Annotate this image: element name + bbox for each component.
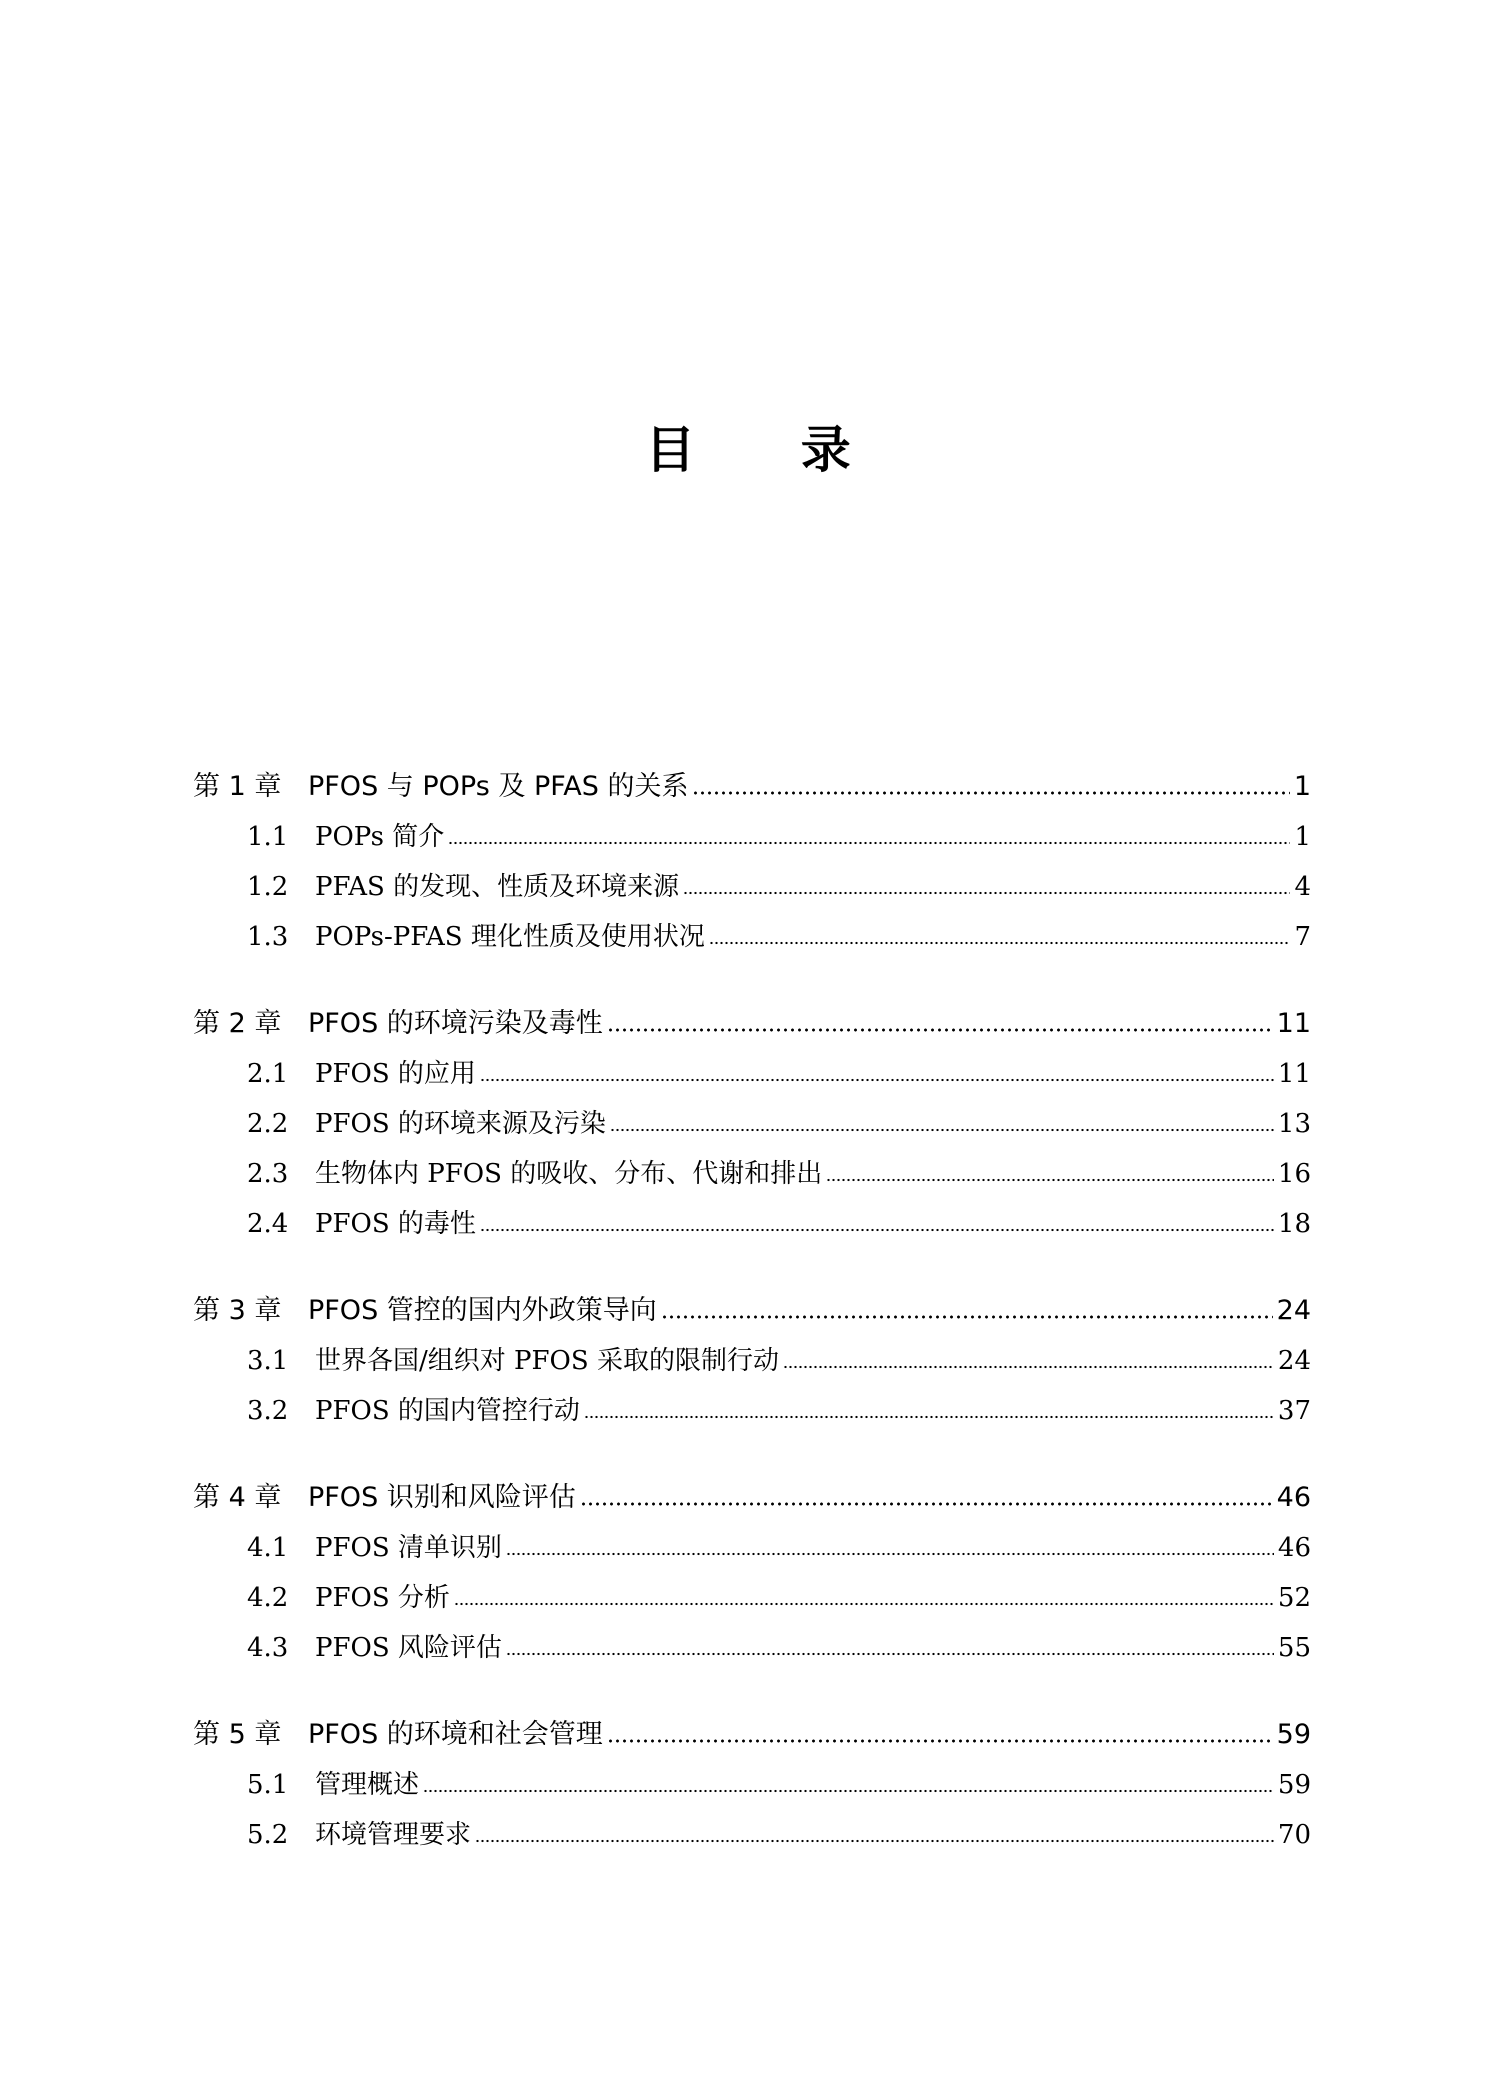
dot-leader: [692, 788, 1289, 796]
section-title: PFAS 的发现、性质及环境来源: [315, 872, 680, 902]
page-number: 37: [1277, 1396, 1311, 1426]
page-number: 70: [1277, 1820, 1311, 1850]
dot-leader: [826, 1175, 1274, 1183]
section-number: 1.2: [247, 872, 289, 902]
toc-section-entry[interactable]: [193, 1149, 1311, 1199]
section-number: 2.1: [247, 1059, 289, 1089]
chapter-number: 第 4 章: [193, 1482, 282, 1513]
toc-chapter-entry[interactable]: [193, 1286, 1311, 1336]
page-number: 4: [1294, 872, 1311, 902]
toc-section-entry[interactable]: [193, 1199, 1311, 1249]
toc-section-entry[interactable]: [193, 862, 1311, 912]
chapter-title: PFOS 的环境污染及毒性: [308, 1008, 603, 1039]
dot-leader: [480, 1225, 1274, 1233]
section-title: PFOS 风险评估: [315, 1633, 502, 1663]
section-title: 管理概述: [315, 1770, 420, 1800]
chapter-title: PFOS 管控的国内外政策导向: [308, 1295, 657, 1326]
dot-leader: [454, 1599, 1274, 1607]
chapter-number: 第 3 章: [193, 1295, 282, 1326]
toc-chapter-entry[interactable]: [193, 999, 1311, 1049]
toc-section-entry[interactable]: [193, 912, 1311, 962]
page-number: 24: [1276, 1295, 1311, 1326]
dot-leader: [607, 1025, 1273, 1033]
chapter-title: PFOS 与 POPs 及 PFAS 的关系: [308, 771, 689, 802]
toc-section-entry[interactable]: [193, 1760, 1311, 1810]
dot-leader: [448, 838, 1290, 846]
section-number: 2.2: [247, 1109, 289, 1139]
section-number: 4.1: [247, 1533, 289, 1563]
dot-leader: [506, 1549, 1274, 1557]
section-title: 世界各国/组织对 PFOS 采取的限制行动: [315, 1346, 779, 1376]
section-number: 3.1: [247, 1346, 289, 1376]
chapter-number: 第 2 章: [193, 1008, 282, 1039]
toc-chapter-entry[interactable]: [193, 762, 1311, 812]
toc-chapter-5: [193, 1710, 1311, 1860]
page-number: 1: [1294, 822, 1311, 852]
dot-leader: [683, 888, 1290, 896]
toc-chapter-3: [193, 1286, 1311, 1436]
page-number: 13: [1277, 1109, 1311, 1139]
dot-leader: [584, 1412, 1274, 1420]
toc-section-entry[interactable]: [193, 1623, 1311, 1673]
toc-section-entry[interactable]: [193, 1573, 1311, 1623]
section-title: PFOS 的环境来源及污染: [315, 1109, 606, 1139]
toc-section-entry[interactable]: [193, 1336, 1311, 1386]
section-title: 环境管理要求: [315, 1820, 472, 1850]
toc-chapter-entry[interactable]: [193, 1473, 1311, 1523]
section-title: PFOS 清单识别: [315, 1533, 502, 1563]
dot-leader: [506, 1649, 1274, 1657]
chapter-title: PFOS 的环境和社会管理: [308, 1719, 603, 1750]
section-number: 1.1: [247, 822, 289, 852]
chapter-title: PFOS 识别和风险评估: [308, 1482, 576, 1513]
section-title: PFOS 的国内管控行动: [315, 1396, 580, 1426]
section-number: 2.4: [247, 1209, 289, 1239]
toc-section-entry[interactable]: [193, 1810, 1311, 1860]
section-number: 3.2: [247, 1396, 289, 1426]
page-number: 24: [1277, 1346, 1311, 1376]
page-number: 46: [1277, 1533, 1311, 1563]
page-number: 7: [1294, 922, 1311, 952]
section-title: PFOS 的毒性: [315, 1209, 476, 1239]
page-title: 目 录: [645, 420, 895, 479]
toc-section-entry[interactable]: [193, 1386, 1311, 1436]
section-number: 5.2: [247, 1820, 289, 1850]
page-number: 11: [1276, 1008, 1311, 1039]
section-number: 1.3: [247, 922, 289, 952]
section-number: 4.2: [247, 1583, 289, 1613]
page-number: 16: [1277, 1159, 1311, 1189]
section-title: PFOS 的应用: [315, 1059, 476, 1089]
section-number: 5.1: [247, 1770, 289, 1800]
page-number: 52: [1277, 1583, 1311, 1613]
dot-leader: [475, 1836, 1274, 1844]
dot-leader: [610, 1125, 1274, 1133]
section-number: 4.3: [247, 1633, 289, 1663]
toc-section-entry[interactable]: [193, 1523, 1311, 1573]
toc-chapter-entry[interactable]: [193, 1710, 1311, 1760]
section-title: POPs 简介: [315, 822, 445, 852]
page-number: 18: [1277, 1209, 1311, 1239]
dot-leader: [423, 1786, 1274, 1794]
chapter-number: 第 1 章: [193, 771, 282, 802]
chapter-number: 第 5 章: [193, 1719, 282, 1750]
section-title: 生物体内 PFOS 的吸收、分布、代谢和排出: [315, 1159, 823, 1189]
page-number: 59: [1276, 1719, 1311, 1750]
page-number: 59: [1277, 1770, 1311, 1800]
dot-leader: [580, 1499, 1273, 1507]
section-number: 2.3: [247, 1159, 289, 1189]
toc-section-entry[interactable]: [193, 1049, 1311, 1099]
toc-section-entry[interactable]: [193, 1099, 1311, 1149]
dot-leader: [480, 1075, 1274, 1083]
dot-leader: [783, 1362, 1274, 1370]
dot-leader: [607, 1736, 1273, 1744]
page-number: 55: [1277, 1633, 1311, 1663]
section-title: PFOS 分析: [315, 1583, 450, 1613]
toc-chapter-4: [193, 1473, 1311, 1673]
dot-leader: [709, 938, 1291, 946]
toc-section-entry[interactable]: [193, 812, 1311, 862]
toc-chapter-2: [193, 999, 1311, 1249]
table-of-contents: [193, 762, 1311, 1897]
page-number: 1: [1293, 771, 1311, 802]
section-title: POPs-PFAS 理化性质及使用状况: [315, 922, 705, 952]
toc-chapter-1: [193, 762, 1311, 962]
page-number: 11: [1277, 1059, 1311, 1089]
page-number: 46: [1276, 1482, 1311, 1513]
dot-leader: [661, 1312, 1273, 1320]
